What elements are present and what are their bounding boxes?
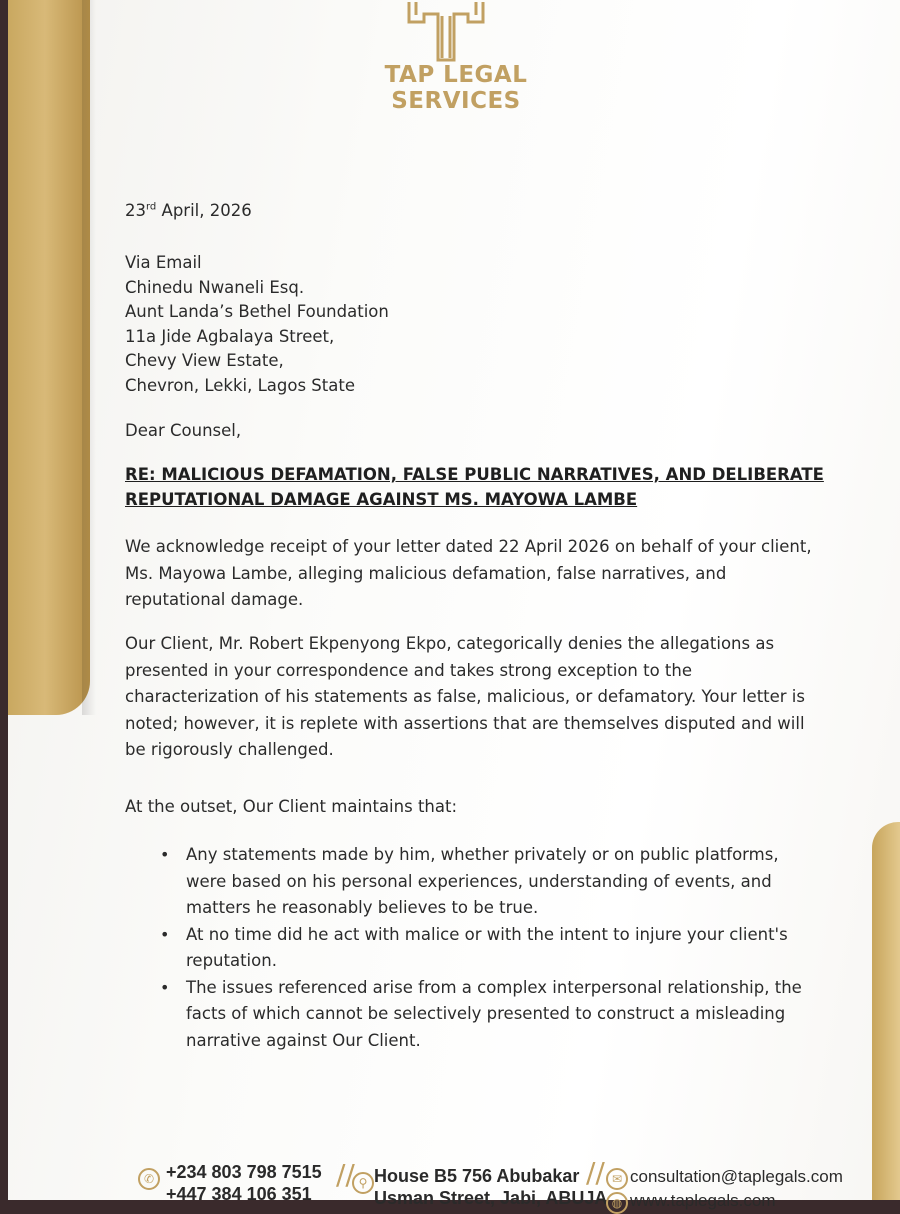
phone-icon: ✆ (138, 1168, 160, 1190)
paragraph-denial: Our Client, Mr. Robert Ekpenyong Ekpo, categorically denies the allegations as presented in your correspondence and takes strong exception to the characterization of his statements as false, malicious, or defamatory. Your letter is noted; however, it is replete with assertions that are themselves disputed and will be rigorously challenged. (125, 634, 805, 759)
salutation: Dear Counsel, (125, 421, 242, 440)
list-item: • The issues referenced arise from a complex interpersonal relationship, the facts of which cannot be selectively presented to construct a misleading narrative against Our Client. (158, 975, 818, 1055)
location-pin-icon: ⚲ (352, 1172, 374, 1194)
list-item: • Any statements made by him, whether privately or on public platforms, were based on his personal experiences, understanding of events, and matters he reasonably believes to be true. (158, 842, 818, 922)
recipient-address (125, 251, 389, 399)
firm-name: TAP LEGAL SERVICES (384, 62, 528, 114)
address-line: Via Email (125, 253, 202, 272)
footer-address-1: House B5 756 Abubakar (374, 1166, 580, 1186)
gold-border-left (8, 0, 90, 715)
paragraph-outset: At the outset, Our Client maintains that: (125, 797, 458, 816)
subject-line: REPUTATIONAL DAMAGE AGAINST MS. MAYOWA LAMBE (125, 490, 638, 509)
email-icon: ✉ (606, 1168, 628, 1190)
footer-address-2: Usman Street, Jabi, ABUJA (374, 1188, 608, 1208)
footer-phone-2: +447 384 106 351 (166, 1184, 312, 1204)
address-line: Chevron, Lekki, Lagos State (125, 375, 355, 395)
letter-page (8, 0, 900, 1210)
footer-email: consultation@taplegals.com (630, 1167, 843, 1186)
address-line: Chinedu Nwaneli Esq. (125, 277, 305, 297)
subject-line: RE: MALICIOUS DEFAMATION, FALSE PUBLIC NARRATIVES, AND DELIBERATE (125, 465, 824, 484)
address-line: 11a Jide Agbalaya Street, (125, 326, 335, 346)
bullet-icon: • (160, 977, 170, 997)
divider: // (586, 1156, 605, 1189)
address-line: Aunt Landa’s Bethel Foundation (125, 302, 389, 322)
bullet-icon: • (160, 924, 170, 944)
globe-icon: ◍ (606, 1192, 628, 1214)
footer-website: www.taplegals.com (630, 1191, 776, 1210)
bullet-icon: • (160, 845, 170, 864)
gold-border-right (872, 822, 900, 1200)
client-position-list (158, 842, 818, 1054)
list-item: • At no time did he act with malice or with the intent to injure your client's reputation. (158, 922, 818, 975)
paragraph-acknowledgement: We acknowledge receipt of your letter dated 22 April 2026 on behalf of your client, Ms. Mayowa Lambe, alleging malicious defamation, false narratives, and reputational damage. (125, 537, 812, 609)
footer-phone-1: +234 803 798 7515 (166, 1162, 322, 1182)
letter-date: 23rd April, 2026 (125, 201, 252, 220)
address-line: Chevy View Estate, (125, 351, 284, 371)
subject-heading (125, 462, 825, 512)
letterhead-footer (8, 1150, 900, 1210)
tap-monogram-logo (406, 0, 486, 62)
divider: // (336, 1158, 355, 1191)
